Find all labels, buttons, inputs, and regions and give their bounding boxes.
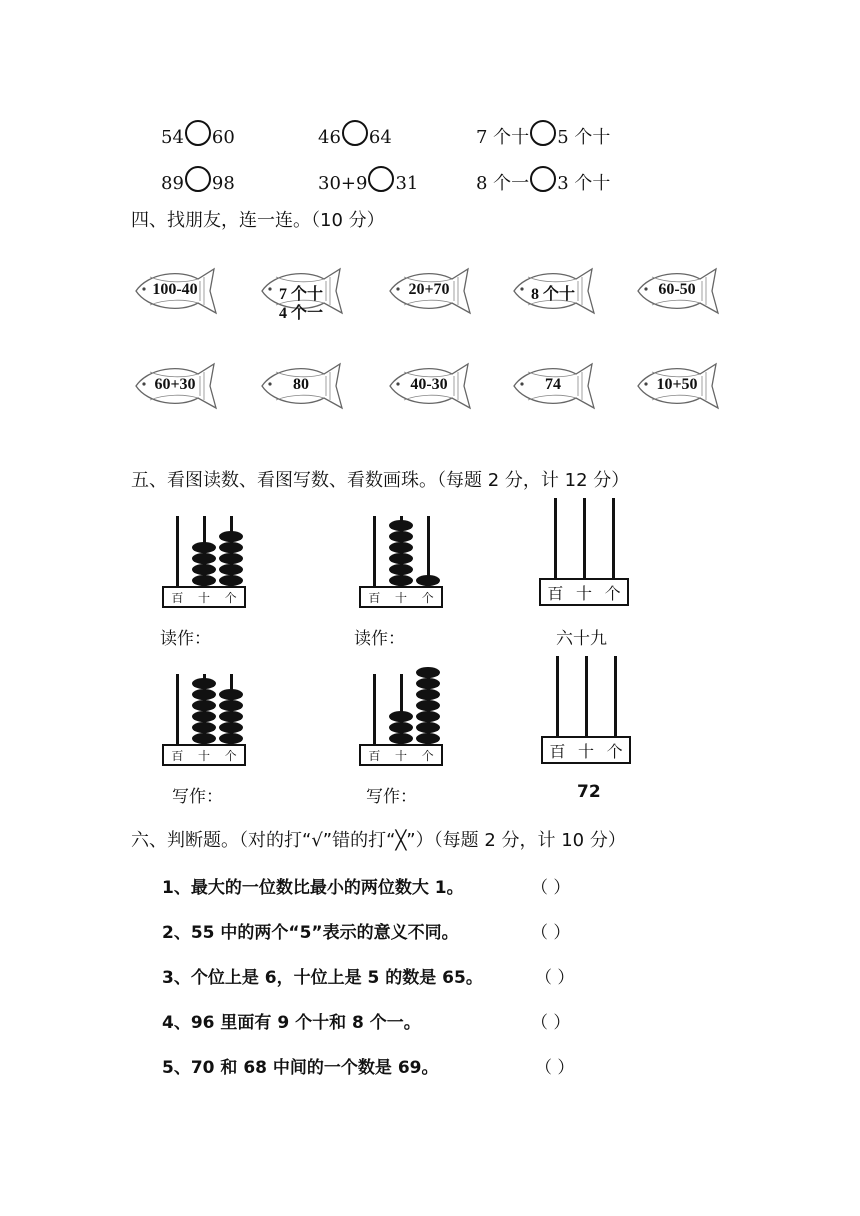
compare-circle[interactable] — [185, 166, 211, 192]
abacus-bead — [416, 711, 440, 722]
place-label-tens: 十 — [394, 748, 407, 763]
abacus-place-labels — [359, 586, 443, 608]
given-number-digits: 72 — [577, 782, 601, 802]
place-label-ones: 个 — [421, 748, 434, 763]
compare-right: 60 — [211, 127, 235, 148]
abacus-rod-hundreds — [176, 674, 179, 744]
abacus-bead — [416, 678, 440, 689]
fish-card[interactable] — [130, 263, 220, 319]
compare-1-1 — [161, 120, 235, 148]
compare-1-2 — [318, 120, 392, 148]
abacus-bead — [219, 542, 243, 553]
judge-item-5: 5、70 和 68 中间的一个数是 69。 — [162, 1058, 439, 1078]
abacus-bead — [192, 733, 216, 744]
fish-card[interactable] — [632, 358, 722, 414]
fish-label: 40-30 — [410, 376, 448, 393]
compare-left: 46 — [318, 127, 341, 148]
abacus-place-labels — [359, 744, 443, 766]
fish-card[interactable] — [384, 263, 474, 319]
abacus-bead — [192, 553, 216, 564]
judge-item-4: 4、96 里面有 9 个十和 8 个一。 — [162, 1013, 421, 1033]
abacus-rod-hundreds — [176, 516, 179, 586]
abacus-rod-hundreds — [373, 516, 376, 586]
abacus-bead — [219, 531, 243, 542]
abacus-bead — [219, 711, 243, 722]
read-as-label-1: 读作： — [160, 629, 211, 649]
abacus-rod-tens — [585, 656, 588, 736]
fish-label: 8 个十 — [530, 286, 575, 303]
section4-title: 四、找朋友，连一连。（10 分） — [131, 210, 385, 231]
answer-blank-4[interactable]: （ ） — [531, 1013, 571, 1033]
compare-circle[interactable] — [368, 166, 394, 192]
fish-label: 60+30 — [154, 376, 196, 393]
compare-left: 54 — [161, 127, 184, 148]
compare-circle[interactable] — [342, 120, 368, 146]
fish-card[interactable] — [384, 358, 474, 414]
abacus-rod-ones — [614, 656, 617, 736]
compare-left: 89 — [161, 173, 184, 194]
answer-blank-5[interactable]: （ ） — [535, 1058, 575, 1078]
abacus-bead — [192, 689, 216, 700]
judge-item-3: 3、个位上是 6，十位上是 5 的数是 65。 — [162, 968, 483, 988]
abacus[interactable] — [541, 666, 631, 760]
fish-label: 20+70 — [408, 281, 450, 298]
abacus-bead — [192, 700, 216, 711]
judge-item-1: 1、最大的一位数比最小的两位数大 1。 — [162, 878, 464, 898]
fish-label-line2: 4 个一 — [278, 305, 323, 322]
abacus-bead — [416, 575, 440, 586]
place-label-tens: 十 — [197, 590, 210, 605]
answer-blank-2[interactable]: （ ） — [531, 923, 571, 943]
write-as-label-1: 写作： — [172, 787, 223, 807]
write-as-label-2: 写作： — [366, 787, 417, 807]
given-number-text: 六十九 — [556, 629, 607, 649]
abacus-place-labels — [541, 736, 631, 764]
compare-circle[interactable] — [530, 166, 556, 192]
abacus-rod-hundreds — [556, 656, 559, 736]
abacus-bead — [192, 722, 216, 733]
answer-blank-3[interactable]: （ ） — [535, 968, 575, 988]
abacus[interactable] — [539, 508, 629, 602]
compare-right: 5 个十 — [557, 127, 611, 148]
place-label-hundreds: 百 — [171, 590, 184, 605]
compare-circle[interactable] — [530, 120, 556, 146]
section5-title: 五、看图读数、看图写数、看数画珠。（每题 2 分，计 12 分） — [131, 470, 630, 491]
place-label-ones: 个 — [606, 741, 623, 761]
fish-label: 10+50 — [656, 376, 698, 393]
place-label-ones: 个 — [224, 590, 237, 605]
abacus-rod-hundreds — [554, 498, 557, 578]
abacus-bead — [192, 678, 216, 689]
abacus — [359, 674, 443, 762]
place-label-tens: 十 — [394, 590, 407, 605]
abacus — [359, 516, 443, 604]
abacus-place-labels — [162, 586, 246, 608]
abacus-rod-tens — [583, 498, 586, 578]
place-label-tens: 十 — [575, 583, 592, 603]
place-label-hundreds: 百 — [368, 748, 381, 763]
fish-label: 100-40 — [152, 281, 198, 298]
place-label-hundreds: 百 — [547, 583, 564, 603]
place-label-hundreds: 百 — [549, 741, 566, 761]
abacus-bead — [219, 553, 243, 564]
place-label-tens: 十 — [197, 748, 210, 763]
abacus-bead — [389, 733, 413, 744]
abacus-bead — [192, 564, 216, 575]
abacus-bead — [389, 520, 413, 531]
abacus-bead — [389, 711, 413, 722]
place-label-hundreds: 百 — [171, 748, 184, 763]
fish-card[interactable] — [256, 358, 346, 414]
abacus-bead — [389, 575, 413, 586]
compare-right: 98 — [211, 173, 235, 194]
abacus-bead — [389, 542, 413, 553]
abacus-bead — [219, 575, 243, 586]
abacus-bead — [389, 722, 413, 733]
abacus-bead — [192, 542, 216, 553]
read-as-label-2: 读作： — [354, 629, 405, 649]
abacus-place-labels — [162, 744, 246, 766]
place-label-ones: 个 — [604, 583, 621, 603]
compare-1-3 — [476, 120, 610, 149]
abacus-bead — [219, 689, 243, 700]
fish-card[interactable] — [508, 263, 598, 319]
abacus-bead — [192, 711, 216, 722]
compare-left: 30+9 — [318, 173, 368, 194]
fish-label: 80 — [293, 376, 309, 393]
compare-right: 3 个十 — [557, 173, 611, 194]
abacus-bead — [416, 689, 440, 700]
compare-circle[interactable] — [185, 120, 211, 146]
abacus-rod-hundreds — [373, 674, 376, 744]
fish-card[interactable] — [130, 358, 220, 414]
abacus-bead — [416, 722, 440, 733]
fish-label: 7 个十 — [278, 286, 323, 303]
fish-label: 60-50 — [658, 281, 696, 298]
fish-card[interactable] — [632, 263, 722, 319]
fish-card[interactable] — [508, 358, 598, 414]
place-label-tens: 十 — [577, 741, 594, 761]
abacus-bead — [219, 733, 243, 744]
compare-right: 31 — [395, 173, 419, 194]
fish-card[interactable] — [256, 263, 346, 322]
compare-2-1 — [161, 166, 235, 194]
compare-left: 7 个十 — [476, 127, 530, 148]
abacus-bead — [416, 667, 440, 678]
place-label-ones: 个 — [224, 748, 237, 763]
abacus-rod-ones — [612, 498, 615, 578]
section6-title: 六、判断题。（对的打“√”错的打“╳”）（每题 2 分，计 10 分） — [131, 830, 626, 851]
compare-2-2 — [318, 166, 418, 194]
abacus-bead — [389, 553, 413, 564]
abacus — [162, 516, 246, 604]
abacus-bead — [389, 564, 413, 575]
place-label-ones: 个 — [421, 590, 434, 605]
compare-left: 8 个一 — [476, 173, 530, 194]
abacus-place-labels — [539, 578, 629, 606]
abacus-bead — [416, 700, 440, 711]
abacus — [162, 674, 246, 762]
abacus-bead — [219, 700, 243, 711]
abacus-bead — [192, 575, 216, 586]
abacus-bead — [219, 722, 243, 733]
fish-label: 74 — [545, 376, 561, 393]
abacus-bead — [416, 733, 440, 744]
place-label-hundreds: 百 — [368, 590, 381, 605]
abacus-bead — [389, 531, 413, 542]
compare-2-3 — [476, 166, 610, 195]
judge-item-2: 2、55 中的两个“5”表示的意义不同。 — [162, 923, 459, 943]
abacus-bead — [219, 564, 243, 575]
compare-right: 64 — [368, 127, 392, 148]
answer-blank-1[interactable]: （ ） — [531, 878, 571, 898]
